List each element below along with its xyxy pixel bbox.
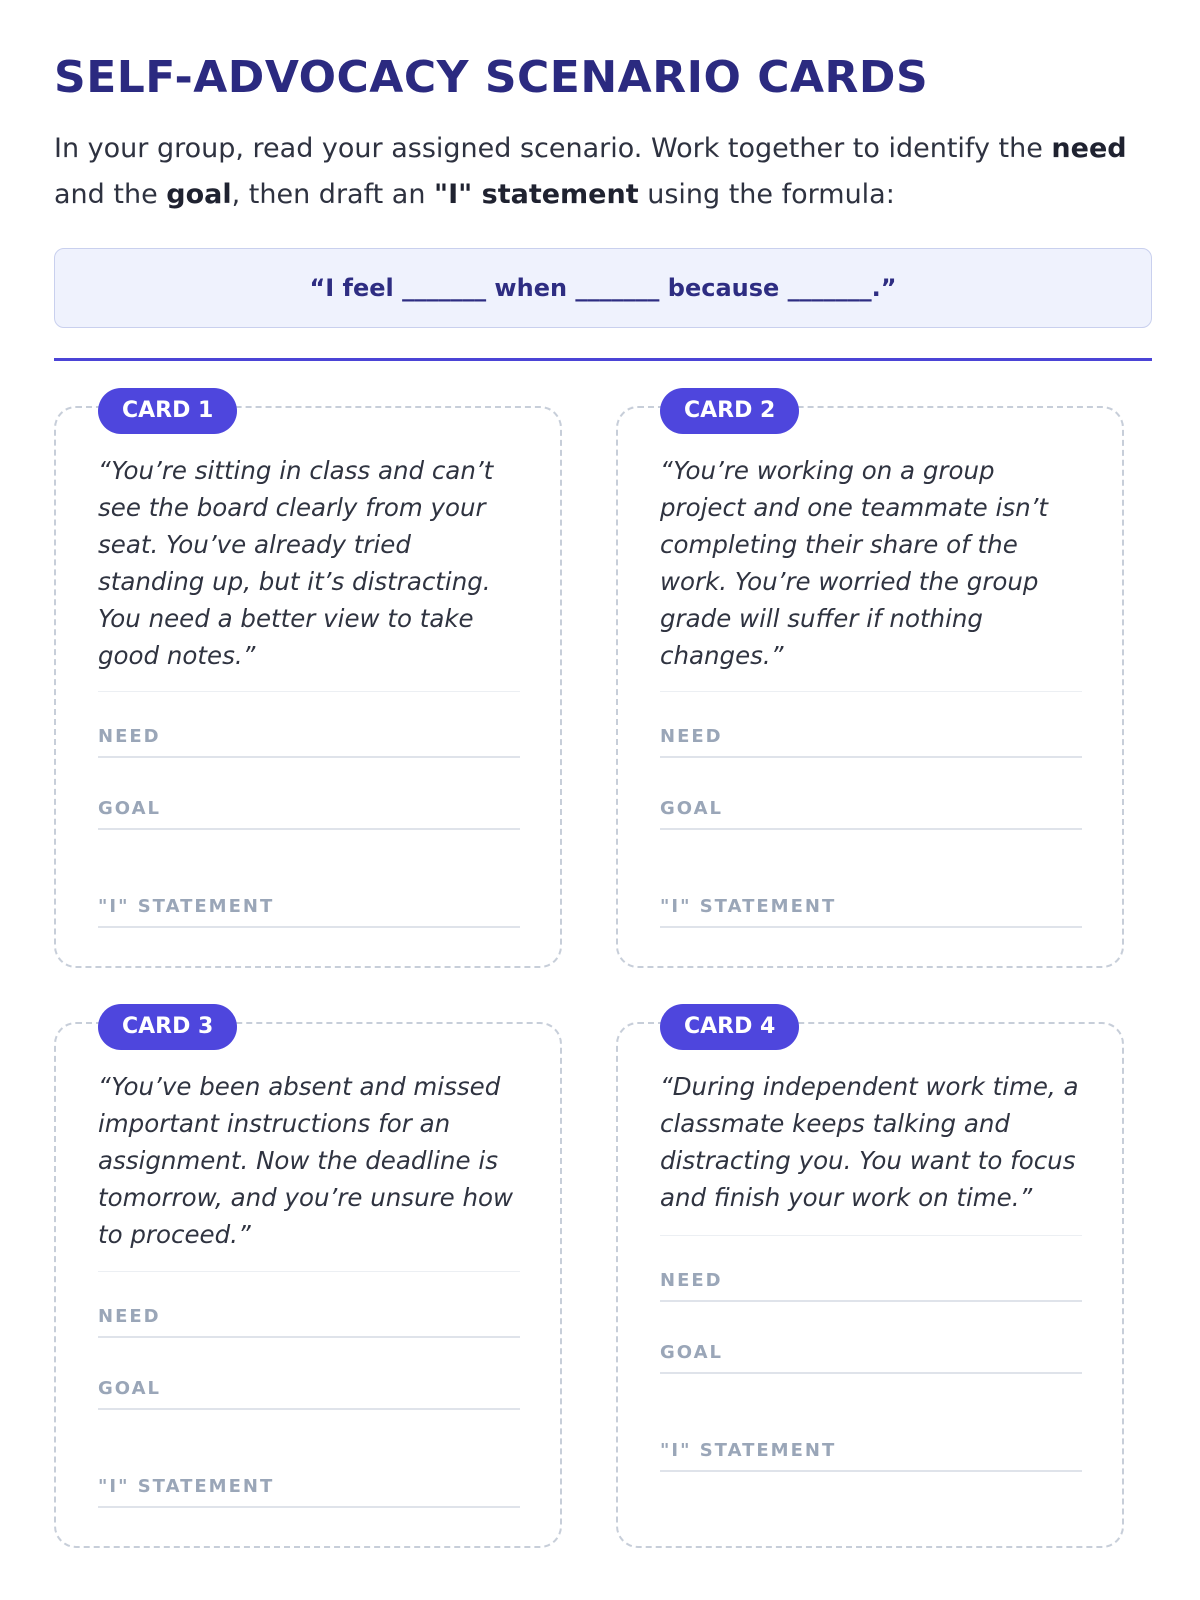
scenario-card-1	[54, 398, 562, 968]
statement-answer-line[interactable]	[660, 926, 1082, 928]
statement-label: "I" STATEMENT	[98, 896, 275, 917]
scenario-text: “You’re working on a group project and one teammate isn’t completing their share of the work. You’re worried the group grade will suffer if nothing changes.”	[660, 456, 1049, 670]
card-divider	[660, 1235, 1082, 1236]
goal-answer-line[interactable]	[660, 828, 1082, 830]
statement-answer-line[interactable]	[660, 1470, 1082, 1472]
formula-text: “I feel _______ when _______ because _______.”	[309, 274, 897, 302]
goal-answer-line[interactable]	[660, 1372, 1082, 1374]
intro-text-4: using the formula:	[638, 179, 895, 210]
scenario-text: “During independent work time, a classmate keeps talking and distracting you. You want to focus and finish your work on time.”	[660, 1072, 1079, 1212]
card-divider	[98, 691, 520, 692]
need-answer-line[interactable]	[98, 1336, 520, 1338]
card-divider	[98, 1271, 520, 1272]
statement-answer-line[interactable]	[98, 1506, 520, 1508]
card-divider	[660, 691, 1082, 692]
intro-goal: goal	[166, 179, 232, 210]
statement-label: "I" STATEMENT	[660, 896, 837, 917]
goal-label: GOAL	[660, 798, 723, 819]
formula-box	[54, 248, 1152, 328]
goal-label: GOAL	[98, 798, 161, 819]
need-answer-line[interactable]	[660, 1300, 1082, 1302]
goal-label: GOAL	[98, 1378, 161, 1399]
goal-answer-line[interactable]	[98, 1408, 520, 1410]
card-badge: CARD 3	[98, 1004, 237, 1050]
goal-answer-line[interactable]	[98, 828, 520, 830]
need-label: NEED	[98, 1306, 161, 1327]
intro-text-2: and the	[54, 179, 167, 210]
need-label: NEED	[660, 726, 723, 747]
card-badge: CARD 2	[660, 388, 799, 434]
card-badge: CARD 1	[98, 388, 237, 434]
card-badge: CARD 4	[660, 1004, 799, 1050]
scenario-text: “You’re sitting in class and can’t see the board clearly from your seat. You’ve already tried standing up, but it’s distracting. You need a better view to take good notes.”	[98, 456, 494, 670]
page-title: SELF-ADVOCACY SCENARIO CARDS	[54, 52, 929, 103]
intro-text-3: , then draft an	[231, 179, 435, 210]
statement-label: "I" STATEMENT	[660, 1440, 837, 1461]
intro-text-1: In your group, read your assigned scenario. Work together to identify the	[54, 133, 1052, 164]
goal-label: GOAL	[660, 1342, 723, 1363]
statement-answer-line[interactable]	[98, 926, 520, 928]
need-label: NEED	[98, 726, 161, 747]
statement-label: "I" STATEMENT	[98, 1476, 275, 1497]
need-label: NEED	[660, 1270, 723, 1291]
scenario-card-2	[616, 398, 1124, 968]
scenario-text: “You’ve been absent and missed important instructions for an assignment. Now the deadline is tomorrow, and you’re unsure how to proceed.”	[98, 1072, 514, 1249]
instructions	[54, 126, 1164, 218]
need-answer-line[interactable]	[98, 756, 520, 758]
need-answer-line[interactable]	[660, 756, 1082, 758]
intro-need: need	[1051, 133, 1127, 164]
scenario-card-4	[616, 1014, 1124, 1548]
section-divider	[54, 358, 1152, 361]
scenario-card-3	[54, 1014, 562, 1548]
intro-statement: "I" statement	[434, 179, 639, 210]
